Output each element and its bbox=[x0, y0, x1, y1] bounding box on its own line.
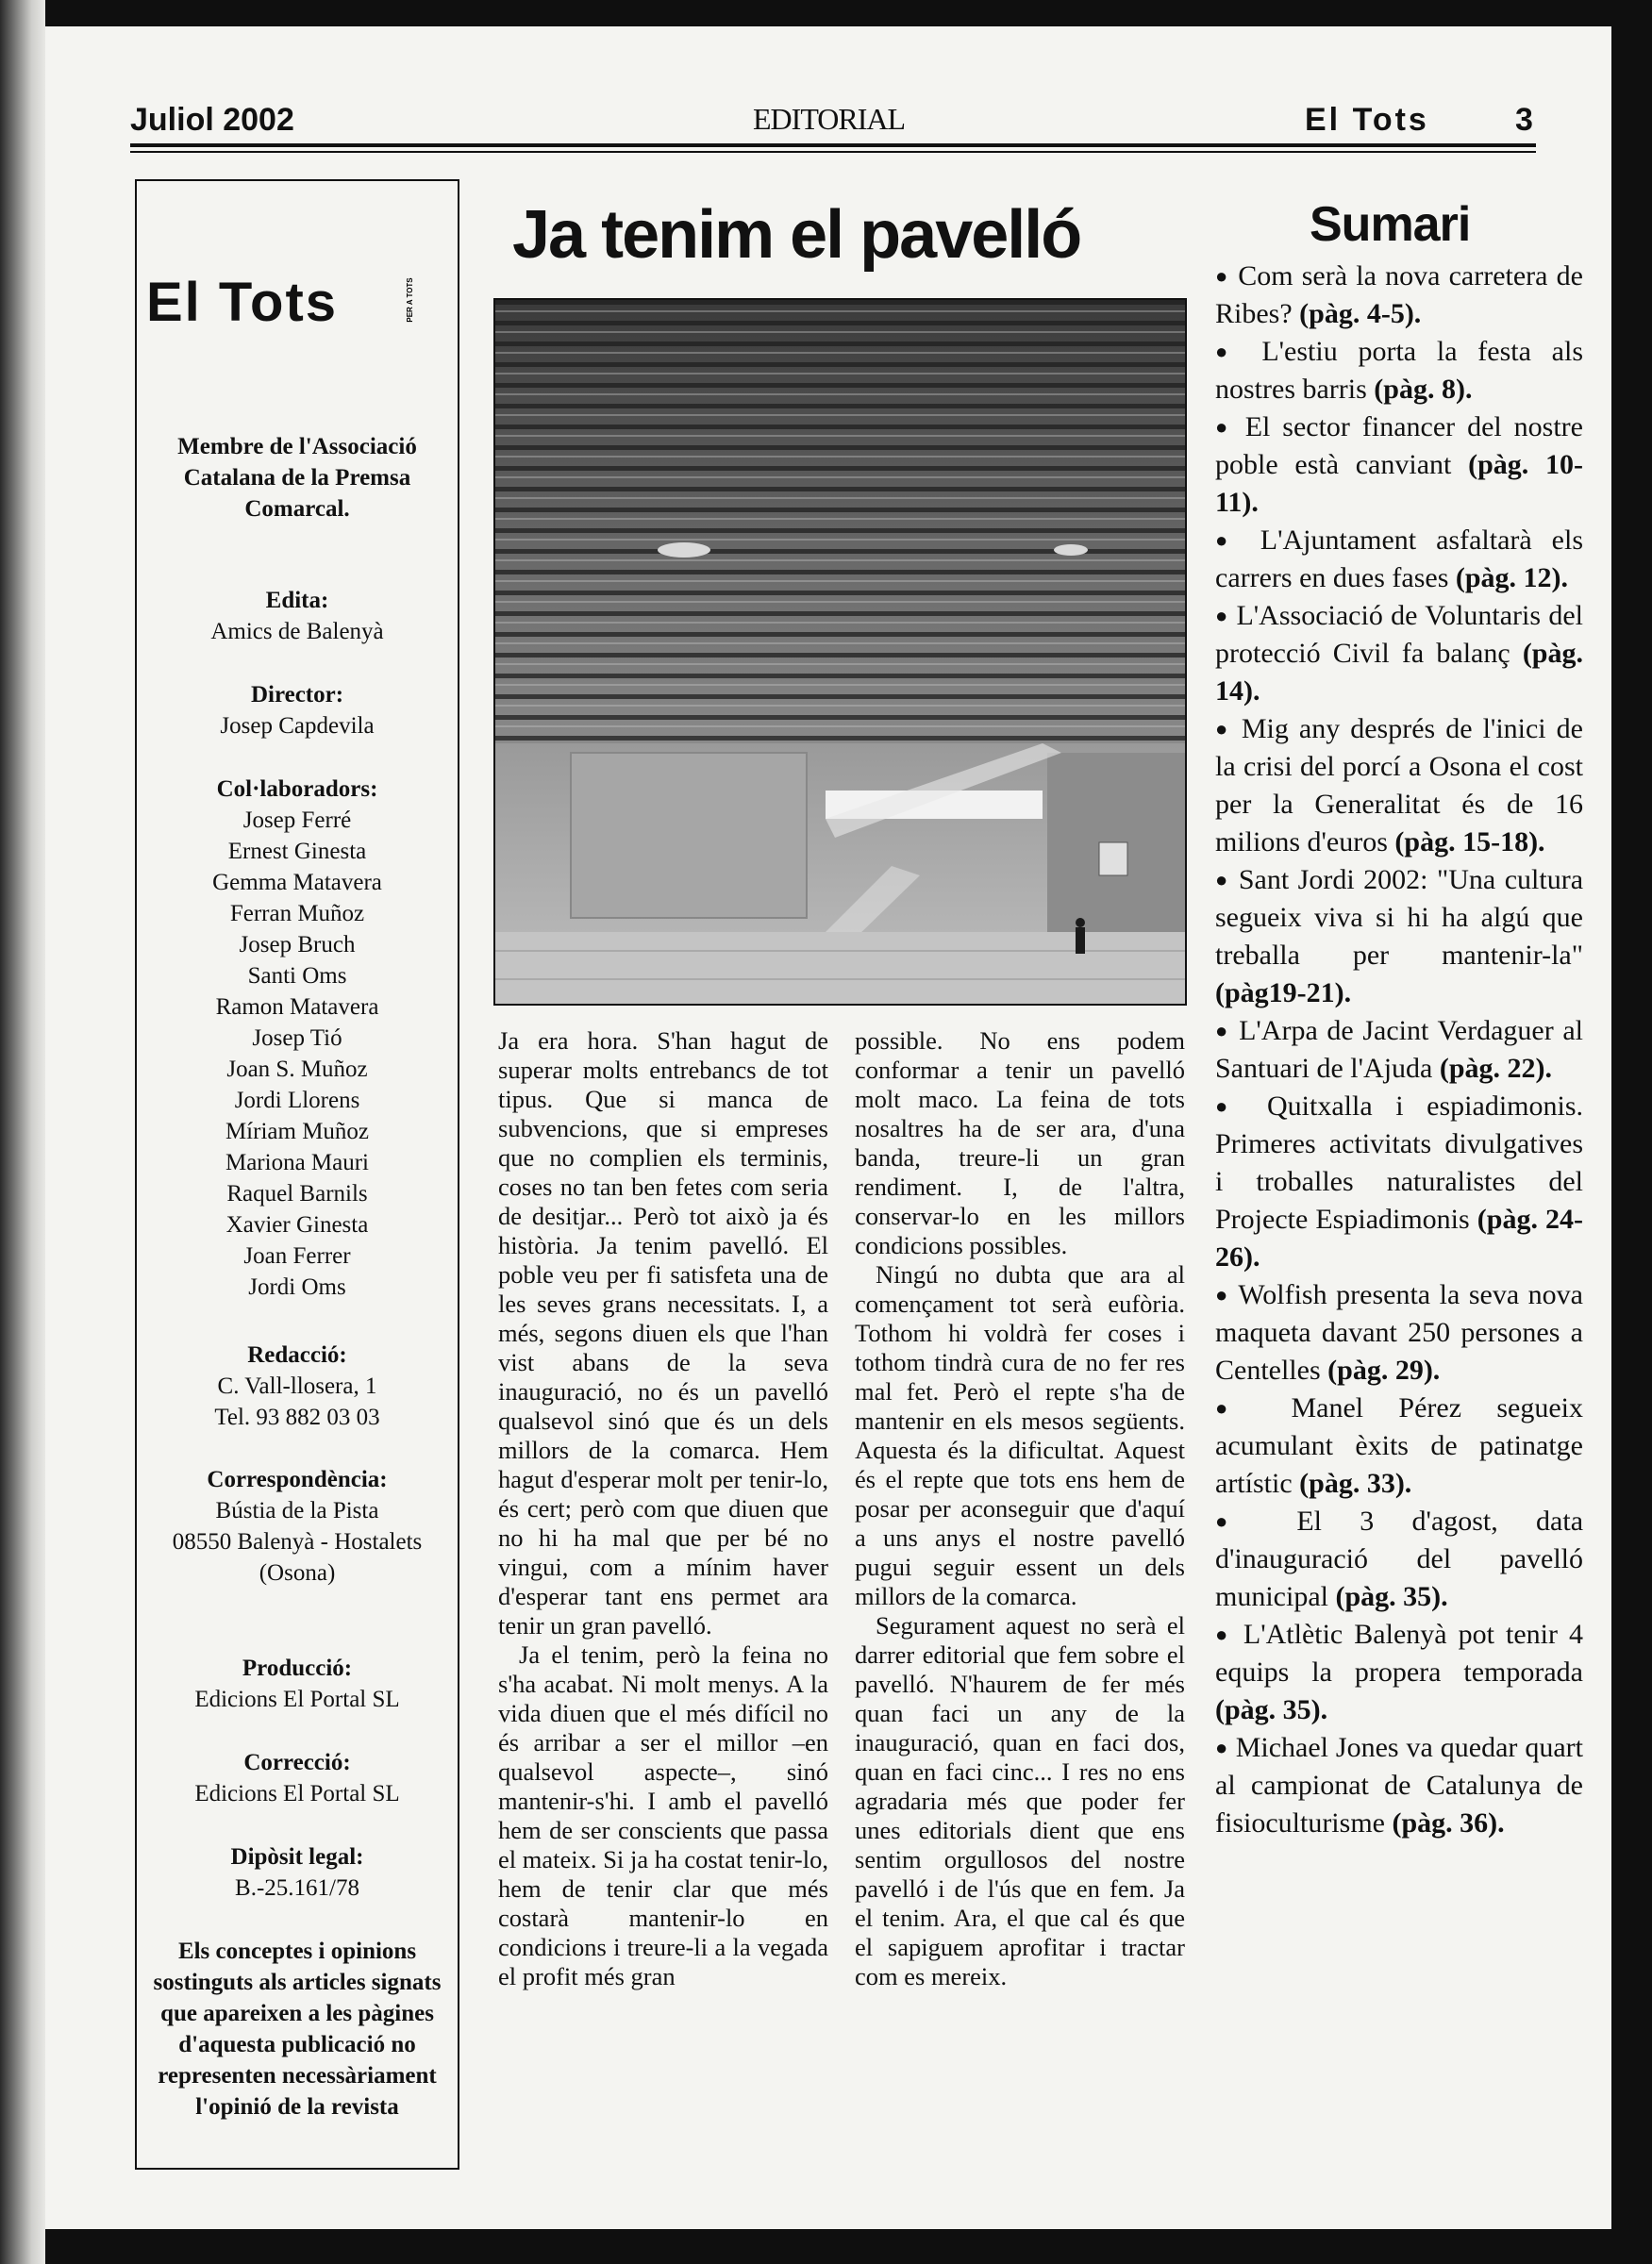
bullet-icon: ● bbox=[1215, 528, 1241, 552]
header-rule-thick bbox=[130, 143, 1536, 147]
sumari-item-text: L'estiu porta la festa als nostres barris bbox=[1215, 336, 1584, 405]
sumari-item-page: (pàg. 12). bbox=[1455, 562, 1569, 593]
bullet-icon: ● bbox=[1215, 415, 1233, 439]
bullet-icon: ● bbox=[1215, 264, 1229, 288]
sumari-list bbox=[1215, 258, 1583, 1842]
correspondencia-line: (Osona) bbox=[259, 1560, 336, 1586]
sumari-item-text: L'Arpa de Jacint Verdaguer al Santuari de l'Ajuda bbox=[1215, 1015, 1583, 1084]
correspondencia-line: 08550 Balenyà - Hostalets bbox=[172, 1529, 423, 1555]
sumari-item-text: El sector financer del nostre poble està canviant bbox=[1215, 411, 1583, 480]
sumari-item bbox=[1215, 1616, 1583, 1729]
director-label: Director: bbox=[250, 682, 344, 708]
bullet-icon: ● bbox=[1215, 868, 1230, 891]
sumari-item-text: L'Associació de Voluntaris del protecció Civil fa balanç bbox=[1215, 600, 1583, 669]
article-headline: Ja tenim el pavelló bbox=[512, 197, 1081, 273]
sumari-item-page: (pàg19-21). bbox=[1215, 977, 1352, 1008]
sumari-item-text: Quitxalla i espiadimonis. Primeres activitats divulgatives i troballes naturalistes del Projecte Espiadimonis bbox=[1215, 1090, 1583, 1235]
header-page-number: 3 bbox=[1515, 102, 1533, 138]
sumari-item-text: Mig any després de l'inici de la crisi del porcí a Osona el cost per la Generalitat és de 16 milions d'euros bbox=[1215, 713, 1583, 857]
collaborator: Raquel Barnils bbox=[226, 1181, 368, 1207]
bullet-icon: ● bbox=[1215, 1396, 1257, 1420]
bullet-icon: ● bbox=[1215, 1283, 1230, 1307]
pavilion-photo bbox=[493, 298, 1187, 1006]
sumari-item-text: Michael Jones va quedar quart al campionat de Catalunya de fisioculturisme bbox=[1215, 1732, 1583, 1839]
sumari-item-page: (pàg. 10-11). bbox=[1215, 449, 1584, 518]
produccio-value: Edicions El Portal SL bbox=[194, 1687, 400, 1712]
edita-block bbox=[137, 585, 458, 647]
collaborator: Gemma Matavera bbox=[212, 870, 382, 895]
sumari-item-page: (pàg. 8). bbox=[1374, 374, 1473, 405]
sumari-item-page: (pàg. 29). bbox=[1327, 1355, 1441, 1386]
bullet-icon: ● bbox=[1215, 1509, 1260, 1533]
collaborator: Jordi Oms bbox=[248, 1274, 346, 1300]
magazine-page bbox=[45, 26, 1611, 2229]
diposit-label: Dipòsit legal: bbox=[230, 1844, 364, 1870]
sumari-item-page: (pàg. 22). bbox=[1439, 1053, 1553, 1084]
header-date: Juliol 2002 bbox=[130, 102, 294, 138]
correspondencia-label: Correspondència: bbox=[207, 1467, 388, 1492]
membership-note: Membre de l'Associació Catalana de la Premsa Comarcal. bbox=[177, 434, 417, 522]
collaborator: Jordi Llorens bbox=[234, 1088, 360, 1113]
correccio-label: Correcció: bbox=[243, 1750, 351, 1775]
logo-tagline-text: PER A TOTS bbox=[406, 277, 414, 323]
sumari-item-page: (pàg. 14). bbox=[1215, 638, 1583, 707]
sumari-item-page: (pàg. 36). bbox=[1392, 1807, 1505, 1839]
collaborator: Ernest Ginesta bbox=[227, 839, 367, 864]
article-column-2 bbox=[855, 1026, 1185, 1991]
correccio-block bbox=[137, 1747, 458, 1809]
sumari-item-text: Wolfish presenta la seva nova maqueta davant 250 persones a Centelles bbox=[1215, 1279, 1584, 1386]
sumari-item-text: Sant Jordi 2002: "Una cultura segueix viva si hi ha algú que treballa per mantenir-la" bbox=[1215, 864, 1584, 971]
article-paragraph: possible. No ens podem conformar a tenir un pavelló molt maco. La feina de tots nosaltres ha de ser ara, d'una banda, treure-li un gran rendiment. I, de l'altra, conservar-lo en les millors condicions possibles. bbox=[855, 1026, 1185, 1259]
collaborator: Míriam Muñoz bbox=[225, 1119, 370, 1144]
correspondencia-block bbox=[137, 1464, 458, 1589]
produccio-block bbox=[137, 1653, 458, 1715]
page-spine bbox=[0, 0, 45, 2264]
sumari-item-page: (pàg. 33). bbox=[1299, 1468, 1412, 1499]
sumari-item bbox=[1215, 258, 1583, 333]
sumari-item-text: Manel Pérez segueix acumulant èxits de patinatge artístic bbox=[1215, 1392, 1584, 1499]
logo-tagline bbox=[406, 274, 419, 326]
sumari-item bbox=[1215, 861, 1583, 1012]
sumari-item-page: (pàg. 4-5). bbox=[1299, 298, 1422, 329]
sumari-item-text: El 3 d'agost, data d'inauguració del pavelló municipal bbox=[1215, 1506, 1584, 1612]
sumari-item bbox=[1215, 1276, 1583, 1390]
sumari-item bbox=[1215, 333, 1583, 408]
bullet-icon: ● bbox=[1215, 1094, 1244, 1118]
produccio-label: Producció: bbox=[242, 1656, 353, 1681]
redaccio-line: C. Vall-llosera, 1 bbox=[217, 1373, 377, 1399]
collaborators-label: Col·laboradors: bbox=[216, 776, 378, 802]
collaborator: Santi Oms bbox=[247, 963, 347, 989]
sumari-item-text: L'Atlètic Balenyà pot tenir 4 equips la propera temporada bbox=[1215, 1619, 1583, 1688]
collaborator: Josep Ferré bbox=[242, 807, 352, 833]
sumari-item bbox=[1215, 597, 1583, 710]
header-rule-thin bbox=[130, 151, 1536, 153]
redaccio-line: Tel. 93 882 03 03 bbox=[214, 1405, 380, 1430]
director-block bbox=[137, 679, 458, 741]
sumari-item-page: (pàg. 35). bbox=[1335, 1581, 1448, 1612]
collaborator: Josep Bruch bbox=[239, 932, 356, 957]
diposit-value: B.-25.161/78 bbox=[235, 1875, 359, 1901]
sumari-title: Sumari bbox=[1310, 197, 1471, 252]
article-paragraph: Ja el tenim, però la feina no s'ha acabat. Ni molt menys. A la vida diuen que el més difícil no és arribar a ser el millor –en qualsevol aspecte–, sinó mantenir-s'hi. I amb el pavelló hem de ser conscients que passa el mateix. Si ja ha costat tenir-lo, hem de tenir clar que més costarà mantenir-lo en condicions i treure-li a la vegada el profit més gran bbox=[498, 1640, 828, 1990]
correccio-value: Edicions El Portal SL bbox=[194, 1781, 400, 1806]
article-column-1 bbox=[498, 1026, 828, 1991]
director-value: Josep Capdevila bbox=[220, 713, 375, 739]
redaccio-block bbox=[137, 1340, 458, 1433]
sumari-item bbox=[1215, 710, 1583, 861]
collaborator: Mariona Mauri bbox=[225, 1150, 370, 1175]
bullet-icon: ● bbox=[1215, 1623, 1232, 1646]
collaborator: Ramon Matavera bbox=[215, 994, 379, 1020]
edita-value: Amics de Balenyà bbox=[210, 619, 384, 644]
article-paragraph: Segurament aquest no serà el darrer editorial que fem sobre el pavelló. N'haurem de fer més quan faci un any de la inauguració, quan en faci dos, quan en faci cinc... I res no ens agradaria més que poder fer unes editorials dient que ens sentim orgullosos del nostre pavelló i de l'ús que en fem. Ja el tenim. Ara, el que cal és que el sapiguem aprofitar i tractar com es mereix. bbox=[855, 1611, 1185, 1990]
sumari-item bbox=[1215, 1729, 1583, 1842]
masthead-box bbox=[135, 179, 459, 2170]
correspondencia-line: Bústia de la Pista bbox=[215, 1498, 379, 1523]
collaborator: Ferran Muñoz bbox=[229, 901, 365, 926]
sumari-item bbox=[1215, 522, 1583, 597]
article-paragraph: Ja era hora. S'han hagut de superar molts entrebancs de tot tipus. Que si manca de subvencions, que si empreses que no complien els terminis, coses no tan ben fetes com seria de desitjar... Però tot això ja és història. Ja tenim pavelló. El poble veu per fi satisfeta una de les seves grans necessitats. I, a més, segons diuen els que l'han vist abans de la seva inauguració, no és un pavelló qualsevol sinó que és un dels millors de la comarca. Hem hagut d'esperar molt per tenir-lo, és cert; però com que diuen que no hi ha mal que per bé no vingui, com a mínim haver d'esperar tant ens permet ara tenir un gran pavelló. bbox=[498, 1026, 828, 1640]
article-paragraph: Ningú no dubta que ara al començament tot serà eufòria. Tothom hi voldrà fer coses i tothom tindrà cura de no fer res mal fet. Però el repte s'ha de mantenir en els mesos següents. Aquesta és la dificultat. Aquest és el repte que tots ens hem de posar per aconseguir que d'aquí a uns anys el nostre pavelló pugui seguir essent un dels millors de la comarca. bbox=[855, 1260, 1185, 1610]
edita-label: Edita: bbox=[265, 588, 329, 613]
diposit-block bbox=[137, 1841, 458, 1904]
disclaimer-text: Els conceptes i opinions sostinguts als articles signats que apareixen a les pàgines d'aquesta publicació no representen necessàriament l'opinió de la revista bbox=[153, 1939, 442, 2120]
sumari-item-page: (pàg. 35). bbox=[1215, 1694, 1328, 1725]
masthead-logo: El Tots bbox=[146, 272, 339, 333]
collaborator: Joan S. Muñoz bbox=[226, 1057, 368, 1082]
sumari-item bbox=[1215, 1012, 1583, 1088]
collaborator: Xavier Ginesta bbox=[225, 1212, 369, 1238]
bullet-icon: ● bbox=[1215, 717, 1231, 741]
header-section: EDITORIAL bbox=[753, 102, 906, 136]
sumari-item-page: (pàg. 24-26). bbox=[1215, 1204, 1584, 1273]
collaborator: Josep Tió bbox=[252, 1025, 342, 1051]
sumari-item bbox=[1215, 1088, 1583, 1276]
pavilion-photo-image bbox=[495, 300, 1185, 1004]
sumari-item bbox=[1215, 408, 1583, 522]
bullet-icon: ● bbox=[1215, 604, 1229, 627]
redaccio-label: Redacció: bbox=[247, 1342, 347, 1368]
bullet-icon: ● bbox=[1215, 1019, 1230, 1042]
sumari-item-text: L'Ajuntament asfaltarà els carrers en dues fases bbox=[1215, 524, 1584, 593]
header-publication: El Tots bbox=[1305, 102, 1429, 138]
sumari-item bbox=[1215, 1390, 1583, 1503]
collaborator: Joan Ferrer bbox=[243, 1243, 351, 1269]
bullet-icon: ● bbox=[1215, 340, 1242, 363]
collaborators-block bbox=[137, 774, 458, 1303]
sumari-item-text: Com serà la nova carretera de Ribes? bbox=[1215, 260, 1584, 329]
sumari-item bbox=[1215, 1503, 1583, 1616]
sumari-item-page: (pàg. 15-18). bbox=[1394, 826, 1545, 857]
bullet-icon: ● bbox=[1215, 1736, 1228, 1759]
